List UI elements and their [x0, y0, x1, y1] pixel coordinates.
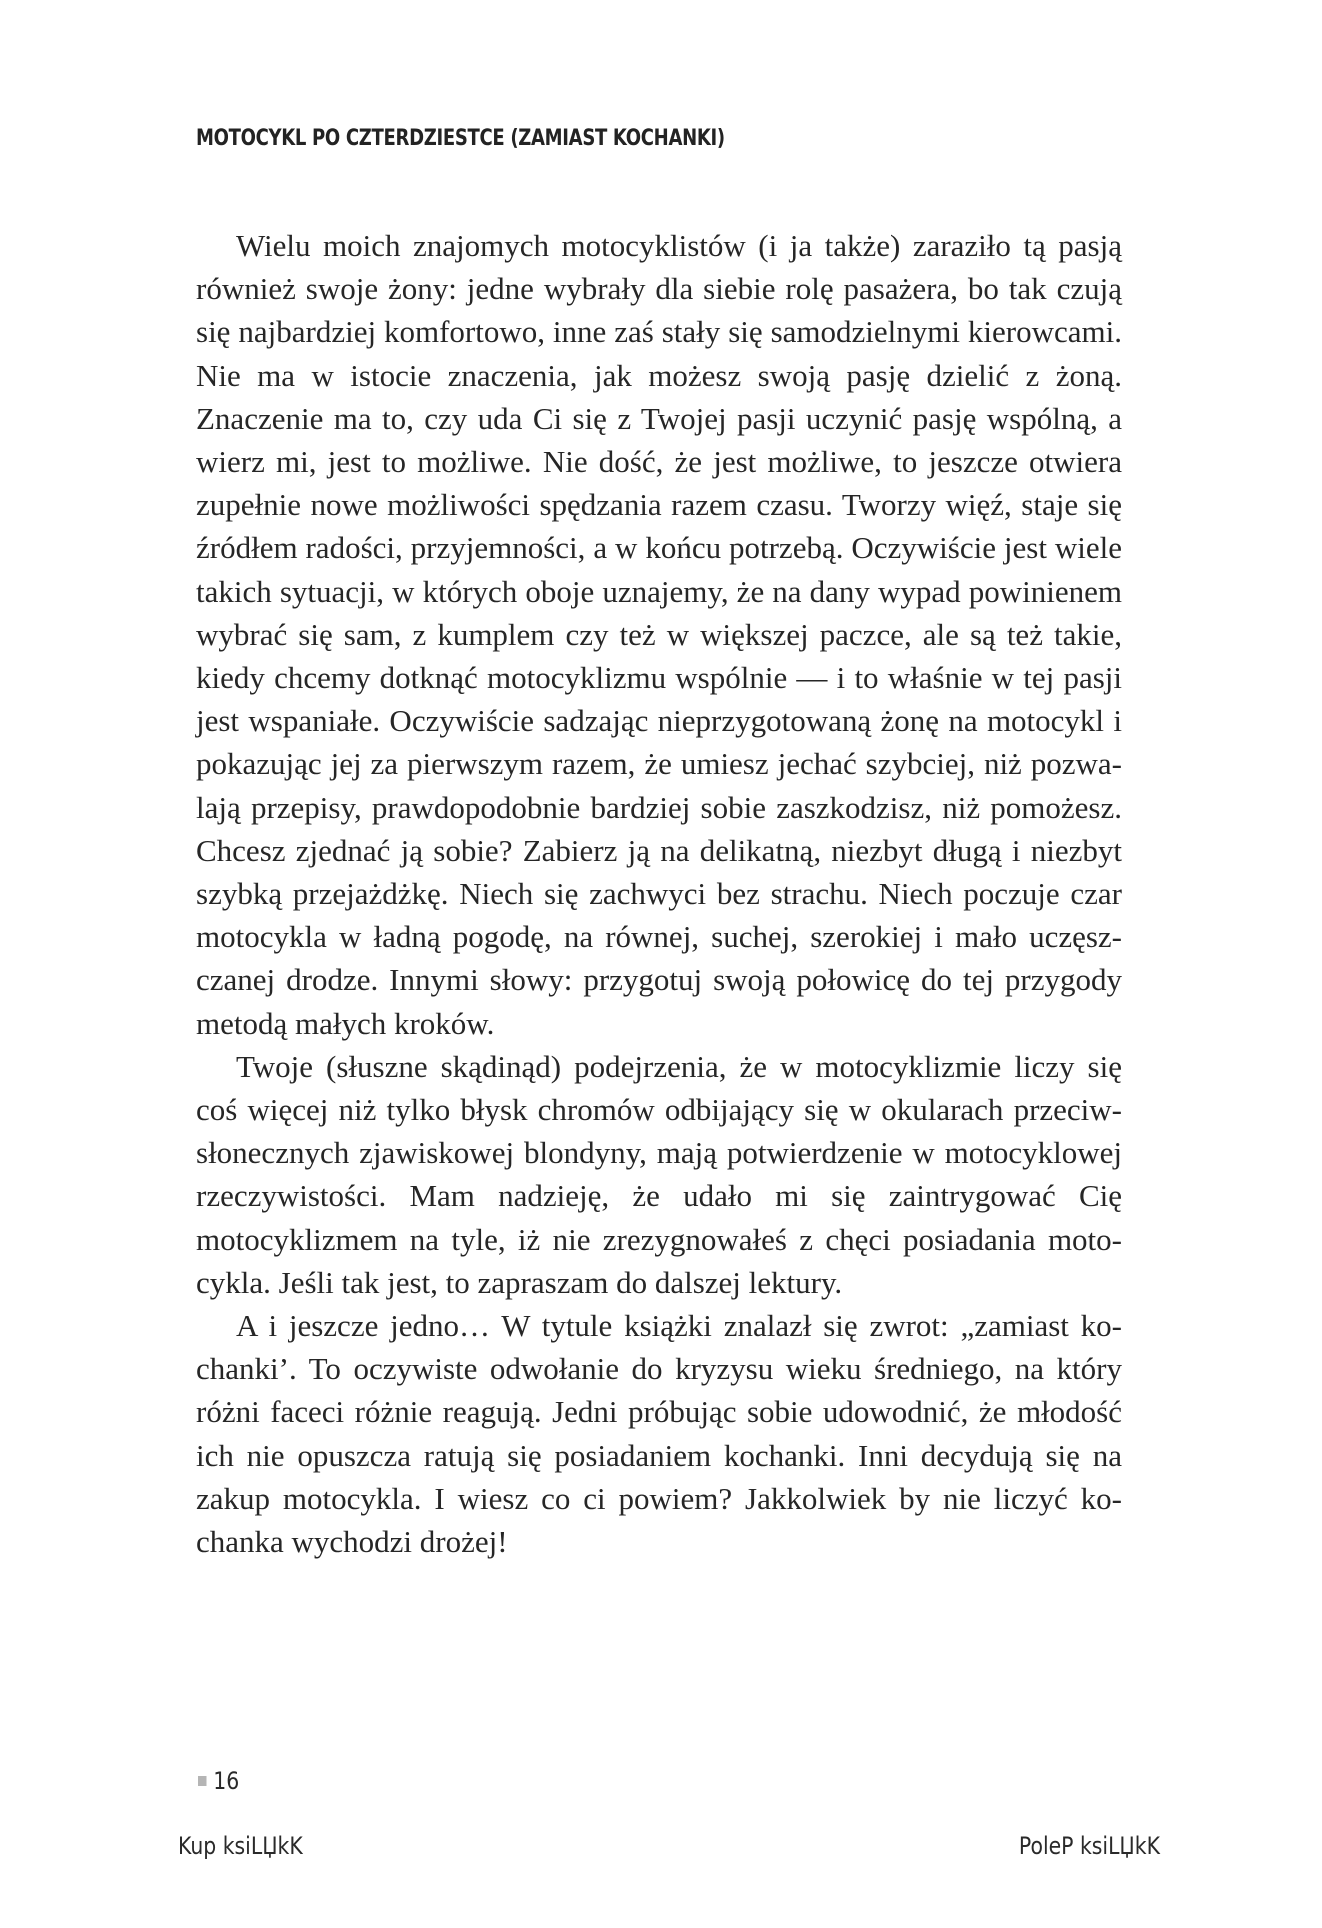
paragraph: A i jeszcze jedno… W tytule książki znalazł się zwrot: „zamiast kochanki’. To oczywiste odwołanie do kryzysu wieku średniego, na który różni faceci różnie reagują. Jedni próbując sobie udowodnić, że młodość ich nie opuszcza ratują się posiadaniem kochanki. Inni decydują się na zakup motocykla. I wiesz co ci powiem? Jakkolwiek by nie liczyć kochanka wychodzi drożej! — [196, 1308, 1122, 1560]
buy-book-link[interactable]: Kup ksiLЏkK — [178, 1832, 303, 1860]
paragraph: Wielu moich znajomych motocyklistów (i ja także) zaraziło tą pasją również swoje żony: jedne wybrały dla siebie rolę pasażera, bo tak czują się najbardziej komfortowo, inne zaś stały się samodzielnymi kierowcami. Nie ma w istocie znaczenia, jak możesz swoją pasję dzielić z żoną. Znaczenie ma to, czy uda Ci się z Twojej pasji uczynić pasję wspólną, a wierz mi, jest to możliwe. Nie dość, że jest możliwe, to jeszcze otwiera zupełnie nowe możliwości spędzania razem czasu. Tworzy więź, staje się źródłem radości, przyjemności, a w końcu potrzebą. Oczywiście jest wiele takich sytuacji, w których oboje uznajemy, że na dany wypad powinienem wybrać się sam, z kumplem czy też w większej paczce, ale są też takie, kiedy chcemy dotknąć motocyklizmu wspólnie — i to właśnie w tej pasji jest wspaniałe. Oczywiście sadzając nieprzygotowaną żonę na motocykl i pokazując jej za pierwszym razem, że umiesz jechać szybciej, niż pozwalają przepisy, prawdopodobnie bardziej sobie zaszkodzisz, niż pomożesz. Chcesz zjednać ją sobie? Zabierz ją na delikatną, niezbyt długą i niezbyt szybką przejażdżkę. Niech się zachwyci bez strachu. Niech poczuje czar motocykla w ładną pogodę, na równej, suchej, szerokiej i mało uczęszczanej drodze. Innymi słowy: przygotuj swoją połowicę do tej przygody metodą małych kroków. — [196, 228, 1122, 1041]
recommend-book-link[interactable]: PoleP ksiLЏkK — [1018, 1832, 1160, 1860]
running-header: MOTOCYKL PO CZTERDZIESTCE (ZAMIAST KOCHANKI) — [196, 126, 725, 151]
paragraph: Twoje (słuszne skądinąd) podejrzenia, że w motocyklizmie liczy się coś więcej niż tylko błysk chromów odbijający się w okularach przeciwsłonecznych zjawiskowej blondyny, mają potwierdzenie w motocyklowej rzeczywistości. Mam nadzieję, że udało mi się zaintrygować Cię motocyklizmem na tyle, iż nie zrezygnowałeś z chęci posiadania motocykla. Jeśli tak jest, to zapraszam do dalszej lektury. — [196, 1048, 1122, 1300]
body-text — [196, 224, 1122, 1563]
square-bullet-icon — [198, 1776, 207, 1786]
page-number-value: 16 — [213, 1767, 240, 1795]
page-number — [198, 1767, 239, 1795]
